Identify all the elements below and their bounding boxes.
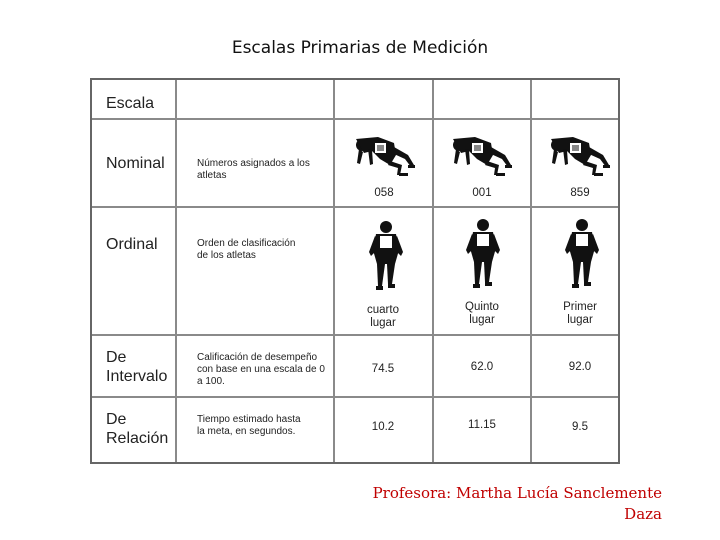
scale-name-nominal: Nominal (106, 155, 165, 172)
description-nominal: Números asignados a los atletas (197, 158, 310, 181)
estimated-time: 10.2 (371, 421, 395, 433)
scale-name-ordinal: Ordinal (106, 236, 158, 253)
description-ordinal: Orden de clasificación de los atletas (197, 238, 296, 261)
performance-score: 92.0 (568, 361, 592, 373)
row-divider (92, 118, 618, 120)
athlete-rank: cuarto lugar (367, 304, 399, 329)
row-divider (92, 334, 618, 336)
athlete-number: 001 (472, 187, 492, 199)
scales-table (90, 78, 620, 464)
scale-header: Escala (106, 95, 155, 112)
estimated-time: 9.5 (572, 421, 588, 433)
row-divider (92, 396, 618, 398)
athlete-rank: Quinto lugar (465, 301, 499, 326)
athlete-number: 058 (374, 187, 394, 199)
running-athlete-icon (465, 218, 501, 296)
row-divider (92, 206, 618, 208)
author-credit-line-2: Daza (624, 505, 662, 523)
column-divider (333, 80, 335, 462)
author-credit (342, 483, 662, 525)
column-divider (175, 80, 177, 462)
scale-name-interval: De Intervalo (106, 349, 168, 385)
crouching-runner-icon (447, 135, 517, 185)
performance-score: 62.0 (470, 361, 494, 373)
crouching-runner-icon (545, 135, 615, 185)
running-athlete-icon (368, 220, 404, 298)
column-divider (530, 80, 532, 462)
athlete-number: 859 (570, 187, 590, 199)
description-interval: Calificación de desempeño con base en una escala de 0 a 100. (197, 352, 325, 387)
author-credit-line-1: Profesora: Martha Lucía Sanclemente (372, 484, 662, 502)
scale-name-ratio: De Relación (106, 411, 169, 447)
running-athlete-icon (564, 218, 600, 296)
description-ratio: Tiempo estimado hasta la meta, en segundos. (197, 414, 301, 437)
crouching-runner-icon (350, 135, 420, 185)
page-title: Escalas Primarias de Medición (231, 38, 489, 58)
performance-score: 74.5 (371, 363, 395, 375)
athlete-rank: Primer lugar (563, 301, 597, 326)
column-divider (432, 80, 434, 462)
estimated-time: 11.15 (468, 419, 496, 431)
